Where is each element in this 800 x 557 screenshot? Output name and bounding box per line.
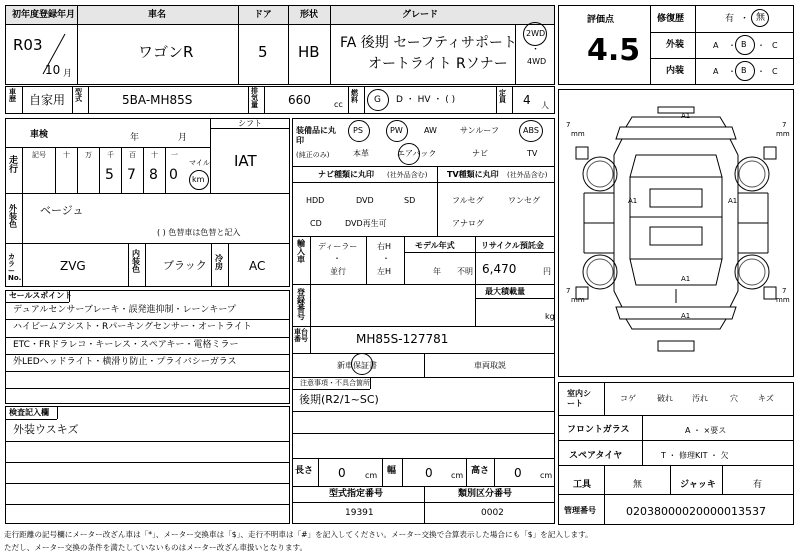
- equip-abs: ABS: [523, 126, 539, 135]
- type-designation: 19391: [345, 508, 374, 518]
- diagram-label: mm: [571, 130, 585, 138]
- mgmt-value: 02038000020000013537: [626, 505, 766, 518]
- displacement-label: 排気量: [251, 87, 258, 109]
- shaken-label: 車検: [30, 130, 49, 140]
- digit-header: 百: [129, 151, 136, 159]
- warranty: 新車保証書: [337, 361, 377, 370]
- color-no-label: カラーNo.: [8, 253, 22, 282]
- drive-dot: ・: [531, 45, 541, 55]
- digit-header: 一: [171, 151, 178, 159]
- length-label: 長さ: [295, 466, 314, 476]
- shape-label: 形状: [300, 10, 319, 20]
- model-year-unit: 年: [433, 267, 441, 276]
- first-reg-year: R03: [13, 36, 43, 54]
- sales-point-line: デュアルセンサーブレーキ・誤発進抑制・レーンキープ: [13, 305, 236, 315]
- fuel-label: 燃料: [351, 89, 358, 104]
- sales-point-line: ETC・FRドラレコ・キーレス・スペアキー・電格ミラー: [13, 340, 239, 350]
- footer-line2: ただし、メーター交換の条件を満たしていないものはメーター改ざん車扱いとなります。: [4, 543, 308, 552]
- height-unit: cm: [540, 471, 553, 480]
- inspector-label: 検査記入欄: [9, 408, 49, 417]
- diagram-label: 7: [782, 287, 787, 295]
- interior-color: ブラック: [163, 259, 207, 272]
- ac-label: 冷房: [215, 254, 223, 271]
- month-unit: 月: [63, 69, 73, 79]
- tv-label: TV種類に丸印: [447, 170, 499, 179]
- chassis-no: MH85S-127781: [356, 332, 449, 346]
- model-label: 型式: [75, 88, 82, 103]
- manual: 車両取説: [474, 361, 506, 370]
- tv-label-small: (社外品含む): [507, 171, 548, 179]
- height-value: 0: [514, 466, 522, 480]
- import-dot-2: ・: [382, 254, 390, 263]
- diagram-label: A1: [728, 197, 738, 205]
- import-left-h: 左H: [377, 267, 392, 276]
- score: 4.5: [587, 33, 641, 68]
- footer-line1: 走行距離の記号欄にメーター改ざん車は「*」、メーター交換車は「$」、走行不明車は「#」を記入してください。メーター交換で合算表示した場合にも「$」を記入します。: [4, 530, 593, 539]
- repair-label: 修復歴: [657, 14, 685, 24]
- car-diagram-svg: [558, 89, 794, 377]
- exterior-grade-label: 外装: [666, 40, 685, 50]
- digit-header: 十: [151, 151, 158, 159]
- equip-pw: PW: [390, 126, 403, 135]
- diagram-label: 7: [782, 121, 787, 129]
- diagram-label: 7: [566, 287, 571, 295]
- navi-sd: SD: [404, 196, 416, 205]
- import-dealer: ディーラー: [318, 242, 358, 251]
- digit-header: 万: [85, 151, 92, 159]
- reg-no-label: 登録番号: [297, 288, 305, 321]
- navi-label-small: (社外品含む): [387, 171, 428, 179]
- max-load-unit: kg: [545, 312, 555, 321]
- capacity-label: 定員: [499, 89, 506, 104]
- equip-sunroof: サンルーフ: [460, 126, 499, 135]
- diagram-label: mm: [776, 130, 790, 138]
- model-year-unknown: 不明: [457, 267, 473, 276]
- recycle-yen: 円: [543, 267, 551, 276]
- width-unit: cm: [451, 471, 464, 480]
- height-label: 高さ: [471, 466, 490, 476]
- navi-dvd: DVD: [356, 196, 374, 205]
- grade-line1: FA 後期 セーフティサポート: [340, 35, 517, 51]
- diagram-label: A1: [681, 312, 691, 320]
- tools-label: 工具: [573, 480, 592, 490]
- interior-grade-dot2: ・: [757, 67, 765, 76]
- category-value: 0002: [481, 508, 504, 518]
- navi-label: ナビ種類に丸印: [318, 170, 374, 179]
- displacement: 660: [288, 93, 311, 107]
- odometer-digit: 5: [105, 167, 114, 183]
- fuel-options: D ・ HV ・ ( ): [396, 95, 456, 105]
- interior-grade-a: A: [713, 67, 719, 76]
- interior-item: キズ: [758, 394, 774, 403]
- grade-line2: オートライト Rソナー: [368, 56, 508, 72]
- recycle-amount: 6,470: [482, 262, 517, 276]
- fuel-g: G: [374, 95, 381, 105]
- import-right-h: 右H: [377, 242, 392, 251]
- equip-tv: TV: [527, 149, 538, 158]
- equip-aw: AW: [424, 126, 437, 135]
- exterior-color-note: ( ) 色替車は色替と記入: [157, 228, 241, 237]
- sales-point-line: ハイビームアシスト・Rパーキングセンサー・オートライト: [13, 322, 252, 332]
- spare-tire-label: スペアタイヤ: [569, 451, 623, 461]
- mgmt-label: 管理番号: [564, 506, 596, 515]
- front-glass-label: フロントガラス: [567, 425, 630, 435]
- recycle-label: リサイクル預託金: [481, 241, 544, 250]
- exterior-color: ベージュ: [40, 204, 84, 217]
- exterior-grade-c: C: [772, 41, 778, 50]
- length-unit: cm: [365, 471, 378, 480]
- diagram-label: A1: [681, 112, 691, 120]
- interior-grade-dot: ・: [728, 67, 736, 76]
- tv-oneseg: ワンセグ: [508, 196, 540, 205]
- model-year-label: モデル年式: [415, 241, 455, 250]
- import-label: 輸入車: [297, 239, 305, 264]
- drive-4wd: 4WD: [527, 57, 547, 66]
- score-label: 評価点: [587, 15, 615, 25]
- interior-grade-label: 内装: [666, 66, 685, 76]
- chassis-label: 車台番号: [294, 328, 308, 343]
- usage: 自家用: [29, 93, 66, 107]
- max-load-label: 最大積載量: [485, 287, 525, 296]
- odometer-digit: 7: [127, 167, 136, 183]
- interior-item: コゲ: [620, 394, 636, 403]
- drive-2wd: 2WD: [526, 29, 546, 38]
- diagram-label: 7: [566, 121, 571, 129]
- jack-label: ジャッキ: [680, 480, 716, 490]
- sales-point-line: 外LEDヘッドライト・横滑り防止・プライバシーガラス: [13, 357, 237, 367]
- shaken-month-unit: 月: [178, 133, 188, 143]
- tv-fullseg: フルセグ: [452, 196, 484, 205]
- cc-unit: cc: [334, 100, 343, 109]
- interior-seat-label: 室内シート: [567, 389, 591, 409]
- capacity-unit: 人: [541, 101, 549, 110]
- navi-hdd: HDD: [306, 196, 325, 205]
- interior-item: 汚れ: [692, 394, 708, 403]
- digit-header: 十: [63, 151, 70, 159]
- capacity: 4: [523, 93, 531, 107]
- inspection-table: [5, 118, 290, 287]
- grade-label: グレード: [402, 10, 439, 20]
- door-label: ドア: [254, 10, 272, 20]
- diagram-label: mm: [776, 296, 790, 304]
- notes-text: 後期(R2/1~SC): [299, 393, 379, 406]
- jack-value: 有: [753, 480, 763, 490]
- shape: HB: [298, 43, 320, 61]
- exterior-color-label: 外装色: [9, 204, 17, 229]
- import-dot: ・: [333, 254, 341, 263]
- equip-navi: ナビ: [472, 149, 488, 158]
- exterior-grade-b: B: [741, 40, 747, 49]
- mileage-label: 走行: [9, 156, 19, 175]
- front-glass-value: A ・ ×要ス: [685, 426, 727, 435]
- inspector-text: 外装ウスキズ: [13, 423, 79, 436]
- shaken-year-unit: 年: [130, 133, 140, 143]
- first-reg-label: 初年度登録年月: [12, 10, 76, 20]
- interior-item: 破れ: [657, 394, 673, 403]
- model: 5BA-MH85S: [122, 93, 193, 107]
- spare-tire-value: T ・ 修理KIT ・ 欠: [661, 451, 729, 460]
- km-label: km: [192, 175, 205, 184]
- type-designation-label: 型式指定番号: [329, 489, 384, 499]
- interior-color-label: 内装色: [132, 249, 140, 274]
- mile-label: マイル: [189, 159, 210, 167]
- tools-value: 無: [633, 480, 643, 490]
- diagram-label: A1: [628, 197, 638, 205]
- shift: IAT: [234, 152, 257, 170]
- equipment-sublabel: (純正のみ): [296, 151, 330, 159]
- usage-label: 車歴: [9, 88, 16, 103]
- ac-value: AC: [249, 259, 266, 273]
- width-label: 幅: [387, 466, 397, 476]
- first-reg-month: 10: [45, 63, 61, 77]
- interior-grade-c: C: [772, 67, 778, 76]
- shift-label: シフト: [238, 119, 262, 128]
- length-value: 0: [338, 466, 346, 480]
- equip-airbag: エアバック: [397, 149, 437, 158]
- import-parallel: 並行: [330, 267, 346, 276]
- sales-points-label: セールスポイント: [9, 291, 73, 300]
- exterior-grade-a: A: [713, 41, 719, 50]
- repair-no: 無: [756, 13, 766, 23]
- diagram-label: mm: [571, 296, 585, 304]
- equip-ps: PS: [353, 126, 363, 135]
- navi-cd: CD: [310, 219, 322, 228]
- navi-dvd-play: DVD再生可: [345, 219, 387, 228]
- equip-leather: 本革: [353, 149, 369, 158]
- interior-grade-b: B: [741, 66, 747, 75]
- repair-dot: ・: [740, 14, 750, 24]
- category-label: 類別区分番号: [458, 489, 513, 499]
- interior-item: 穴: [730, 394, 738, 403]
- equipment-label: 装備品に丸印: [296, 126, 336, 145]
- kigo-label: 記号: [32, 151, 46, 159]
- color-no: ZVG: [60, 259, 86, 273]
- repair-yes: 有: [725, 14, 735, 24]
- width-value: 0: [425, 466, 433, 480]
- odometer-digit: 0: [169, 167, 178, 183]
- tv-analog: アナログ: [452, 219, 484, 228]
- digit-header: 千: [107, 151, 114, 159]
- car-name-label: 車名: [148, 10, 167, 20]
- notes-label: 注意事項・不具合箇所: [300, 379, 370, 387]
- exterior-grade-dot2: ・: [757, 41, 765, 50]
- odometer-digit: 8: [149, 167, 158, 183]
- doors: 5: [258, 43, 268, 61]
- car-name: ワゴンR: [138, 43, 194, 61]
- diagram-label: A1: [681, 275, 691, 283]
- exterior-grade-dot: ・: [728, 41, 736, 50]
